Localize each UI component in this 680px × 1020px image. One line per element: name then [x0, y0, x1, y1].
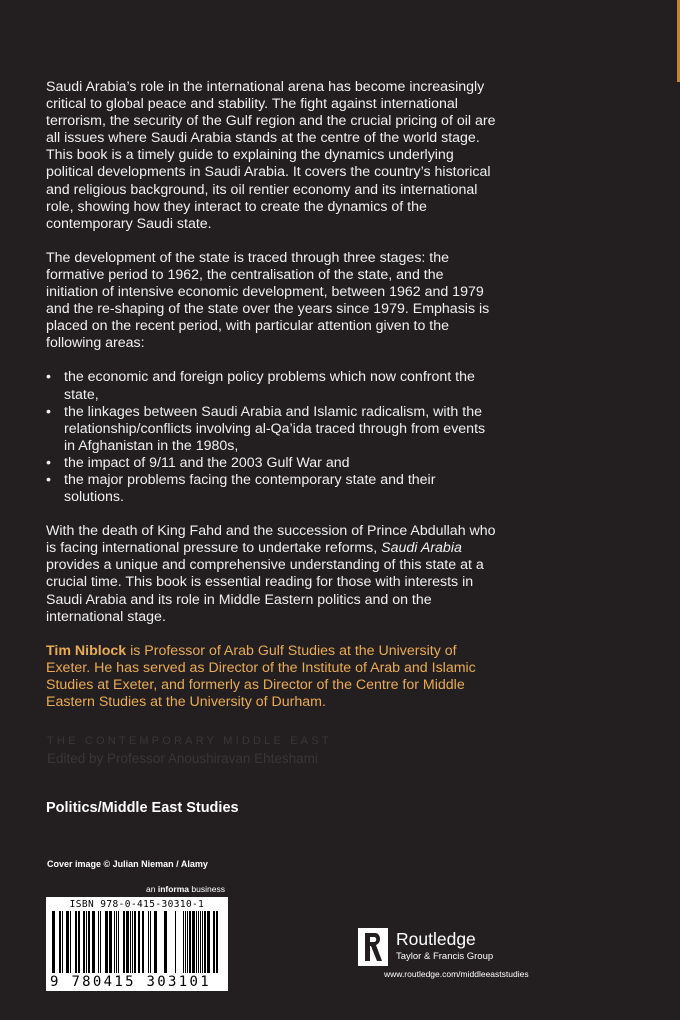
blurb-paragraph-3: [46, 523, 498, 626]
routledge-logo-icon: [358, 928, 388, 966]
publisher-group: Taylor & Francis Group: [396, 951, 494, 962]
series-editor: Edited by Professor Anoushiravan Ehteshami: [47, 751, 318, 766]
list-item: • the economic and foreign policy problems which now confront the state,: [46, 369, 498, 403]
isbn-digits: 9 780415 303101: [50, 974, 211, 990]
cover-credit: Cover image © Julian Nieman / Alamy: [47, 859, 208, 869]
informa-prefix: an: [146, 884, 156, 894]
publisher-url[interactable]: www.routledge.com/middleeaststudies: [384, 969, 529, 979]
p3-text-start: With the death of King Fahd and the succession of Prince Abdullah who is facing international pressure to undertake reforms,: [46, 523, 496, 557]
publisher-name: Routledge: [396, 929, 476, 949]
list-item: • the impact of 9/11 and the 2003 Gulf War and: [46, 455, 498, 472]
author-bio: [46, 643, 498, 711]
p3-text-end: provides a unique and comprehensive understanding of this state at a crucial time. This book is essential reading for those with interests in Saudi Arabia and its role in Middle Eastern politics and on the international stage.: [46, 557, 484, 625]
author-name: Tim Niblock: [46, 642, 127, 659]
blurb-paragraph-2: The development of the state is traced through three stages: the formative period to 1962, the centralisation of the state, and the initiation of intensive economic development, between 1962 and 1979 and the re-shaping of the state over the years since 1979. Emphasis is placed on the recent period, with particular attention given to the following areas:: [46, 249, 490, 352]
series-name: THE CONTEMPORARY MIDDLE EAST: [47, 735, 332, 747]
isbn-label: ISBN 978-0-415-30310-1: [69, 899, 205, 910]
blurb-paragraph-1: Saudi Arabia’s role in the international arena has become increasingly critical to global peace and stability. The fight against international terrorism, the security of the Gulf region and the crucial pricing of oil are all issues where Saudi Arabia stands at the centre of the world stage. This book is a timely guide to explaining the dynamics underlying political developments in Saudi Arabia. It covers the country’s historical and religious background, its oil rentier economy and its international role, showing how they interact to create the dynamics of the contemporary Saudi state.: [46, 79, 496, 232]
author-bio-text: is Professor of Arab Gulf Studies at the University of Exeter. He has served as Director of the Institute of Arab and Islamic Studies at Exeter, and formerly as Director of the Centre for Middle Eastern Studies at the University of Durham.: [46, 642, 476, 710]
informa-tagline: [146, 884, 225, 894]
list-item: • the major problems facing the contemporary state and their solutions.: [46, 472, 498, 506]
informa-suffix: business: [191, 884, 225, 894]
list-item: • the linkages between Saudi Arabia and Islamic radicalism, with the relationship/conflicts involving al-Qa’ida traced through from events in Afghanistan in the 1980s,: [46, 404, 498, 455]
subject-category: Politics/Middle East Studies: [46, 800, 239, 816]
barcode: [46, 897, 228, 991]
informa-brand: informa: [157, 884, 190, 894]
book-title-italic: Saudi Arabia: [381, 540, 462, 557]
bullet-list: [46, 369, 498, 506]
series-info: [47, 733, 332, 767]
blurb: [46, 79, 498, 728]
